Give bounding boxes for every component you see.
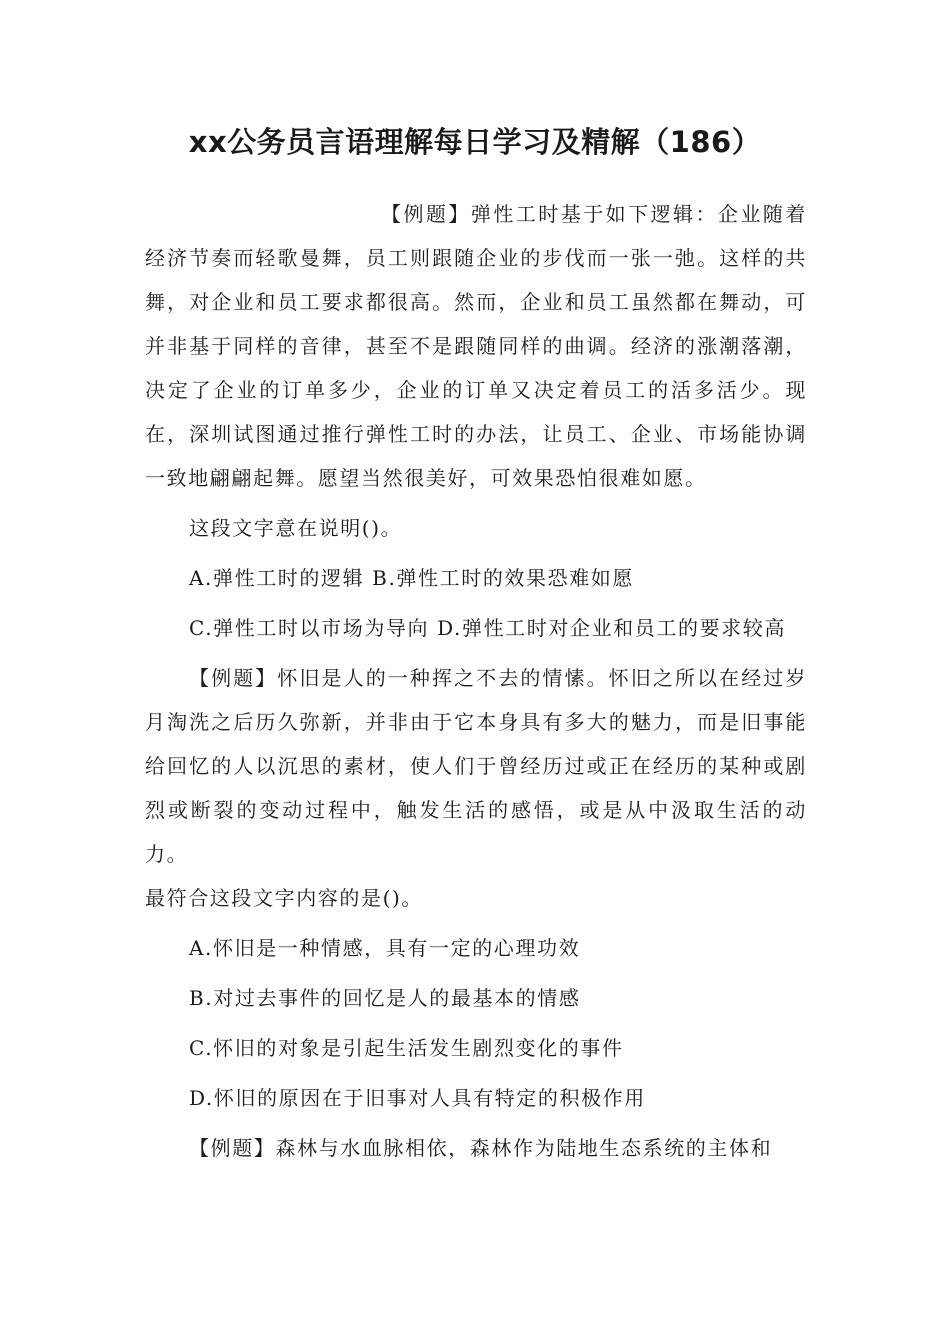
question-2-prompt: 最符合这段文字内容的是()。 — [145, 886, 424, 910]
question-2-option-b: B.对过去事件的回忆是人的最基本的情感 — [189, 986, 581, 1010]
question-1-options-cd: C.弹性工时以市场为导向 D.弹性工时对企业和员工的要求较高 — [189, 616, 786, 640]
page-title: xx公务员言语理解每日学习及精解（186） — [188, 125, 762, 159]
question-2-stem: 【例题】怀旧是人的一种挥之不去的情愫。怀旧之所以在经过岁月淘洗之后历久弥新，并非由于它本身具有多大的魅力，而是旧事能给回忆的人以沉思的素材，使人们于曾经历过或正在经历的某种或剧烈或断裂的变动过程中，触发生活的感悟，或是从中汲取生活的动力。 — [145, 666, 807, 866]
question-2-option-a: A.怀旧是一种情感，具有一定的心理功效 — [189, 936, 581, 960]
document-body — [145, 192, 807, 1170]
question-2-option-c: C.怀旧的对象是引起生活发生剧烈变化的事件 — [189, 1036, 624, 1060]
question-1-stem: 【例题】弹性工时基于如下逻辑：企业随着经济节奏而轻歌曼舞，员工则跟随企业的步伐而一张一弛。这样的共舞，对企业和员工要求都很高。然而，企业和员工虽然都在舞动，可并非基于同样的音律，甚至不是跟随同样的曲调。经济的涨潮落潮，决定了企业的订单多少，企业的订单又决定着员工的活多活少。现在，深圳试图通过推行弹性工时的办法，让员工、企业、市场能协调一致地翩翩起舞。愿望当然很美好，可效果恐怕很难如愿。 — [145, 202, 807, 490]
question-1-prompt: 这段文字意在说明()。 — [189, 516, 403, 540]
question-3-stem: 【例题】森林与水血脉相依，森林作为陆地生态系统的主体和 — [189, 1136, 773, 1160]
question-2-option-d: D.怀旧的原因在于旧事对人具有特定的积极作用 — [189, 1086, 646, 1110]
question-1-options-ab: A.弹性工时的逻辑 B.弹性工时的效果恐难如愿 — [189, 566, 635, 590]
